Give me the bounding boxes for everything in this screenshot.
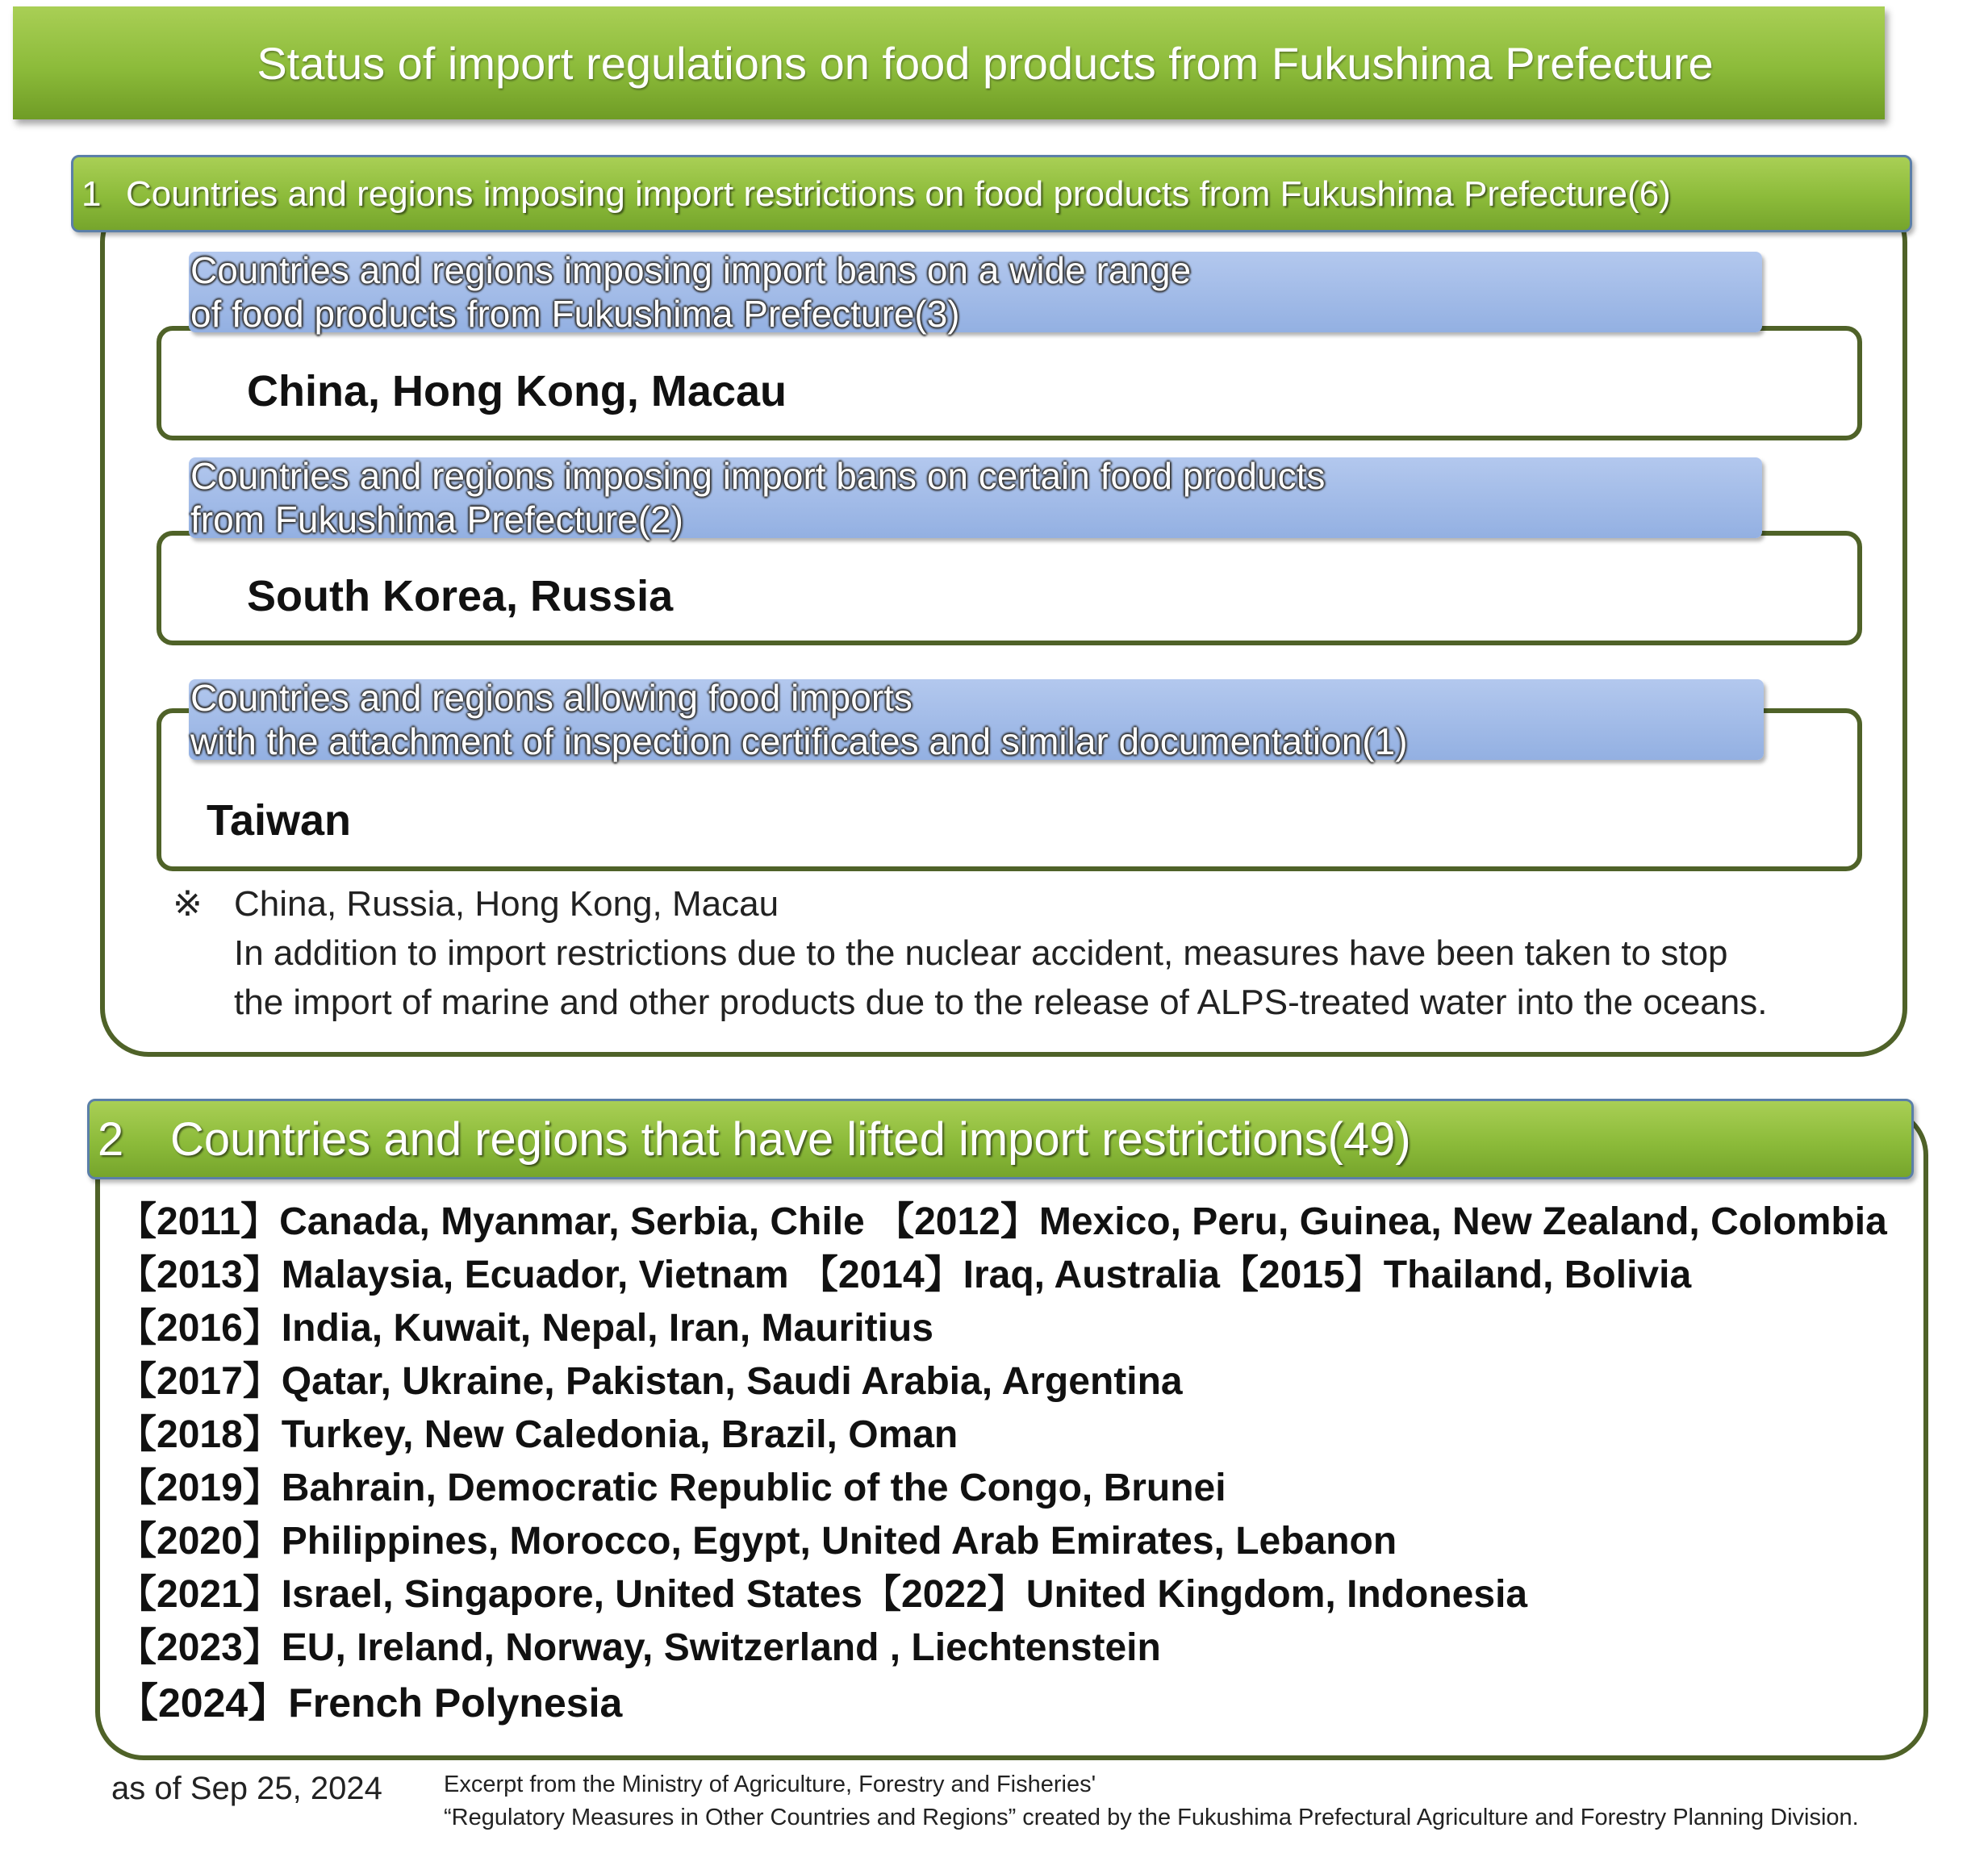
lifted-row: 【2021】Israel, Singapore, United States【2022】United Kingdom, Indonesia: [118, 1573, 1528, 1616]
source-citation: [444, 1768, 1859, 1834]
category3-label: [189, 679, 1764, 760]
section1-count: (6): [1627, 174, 1671, 214]
section1-header: [71, 155, 1912, 232]
section1-number: 1: [81, 174, 102, 214]
lifted-row: 【2024】French Polynesia: [118, 1680, 623, 1726]
category2-label-line2: from Fukushima Prefecture(2): [190, 499, 683, 540]
lifted-list: [118, 1196, 1893, 1731]
category1-label-line2: of food products from Fukushima Prefecture(3): [190, 293, 960, 335]
source-line1: Excerpt from the Ministry of Agriculture, Forestry and Fisheries': [444, 1772, 1096, 1797]
section1-heading: Countries and regions imposing import restrictions on food products from Fukushima Prefecture: [126, 174, 1628, 214]
note-mark: ※: [173, 884, 203, 924]
section2-heading: Countries and regions that have lifted import restrictions(49): [170, 1113, 1411, 1166]
category2-box: [157, 531, 1862, 645]
category3-label-line2: with the attachment of inspection certificates and similar documentation(1): [190, 720, 1408, 762]
title-banner: [13, 6, 1885, 119]
page-title: Status of import regulations on food products from Fukushima Prefecture: [257, 37, 1714, 89]
category1-countries: China, Hong Kong, Macau: [247, 367, 787, 415]
section2-number: 2: [98, 1113, 124, 1166]
note-line2: In addition to import restrictions due to the nuclear accident, measures have been taken to stop: [234, 933, 1728, 973]
section2-header: [87, 1099, 1914, 1179]
lifted-row: 【2011】Canada, Myanmar, Serbia, Chile 【2012】Mexico, Peru, Guinea, New Zealand, Colombia: [118, 1200, 1887, 1243]
note-line1: China, Russia, Hong Kong, Macau: [234, 884, 779, 924]
category3-label-line1: Countries and regions allowing food imports: [190, 677, 913, 719]
as-of-date: as of Sep 25, 2024: [111, 1771, 382, 1806]
source-line2: “Regulatory Measures in Other Countries and Regions” created by the Fukushima Prefectural Agriculture and Forestry Planning Division.: [444, 1805, 1859, 1830]
category2-countries: South Korea, Russia: [247, 572, 674, 620]
category1-label: [189, 249, 1762, 335]
lifted-row: 【2017】Qatar, Ukraine, Pakistan, Saudi Arabia, Argentina: [118, 1360, 1183, 1403]
lifted-row: 【2016】India, Kuwait, Nepal, Iran, Mauritius: [118, 1307, 933, 1350]
category2-label-line1: Countries and regions imposing import bans on certain food products: [190, 455, 1326, 497]
lifted-row: 【2018】Turkey, New Caledonia, Brazil, Oman: [118, 1413, 958, 1456]
category1-label-line1: Countries and regions imposing import bans on a wide range: [190, 249, 1192, 291]
category2-label: [189, 457, 1762, 538]
category1-box: [157, 326, 1862, 440]
lifted-row: 【2023】EU, Ireland, Norway, Switzerland , Liechtenstein: [118, 1626, 1161, 1669]
note-line3: the import of marine and other products due to the release of ALPS-treated water into the oceans.: [234, 983, 1768, 1022]
lifted-row: 【2013】Malaysia, Ecuador, Vietnam 【2014】Iraq, Australia【2015】Thailand, Bolivia: [118, 1254, 1692, 1296]
lifted-row: 【2019】Bahrain, Democratic Republic of the Congo, Brunei: [118, 1467, 1226, 1509]
category3-countries: Taiwan: [207, 796, 352, 845]
lifted-row: 【2020】Philippines, Morocco, Egypt, United Arab Emirates, Lebanon: [118, 1520, 1397, 1563]
